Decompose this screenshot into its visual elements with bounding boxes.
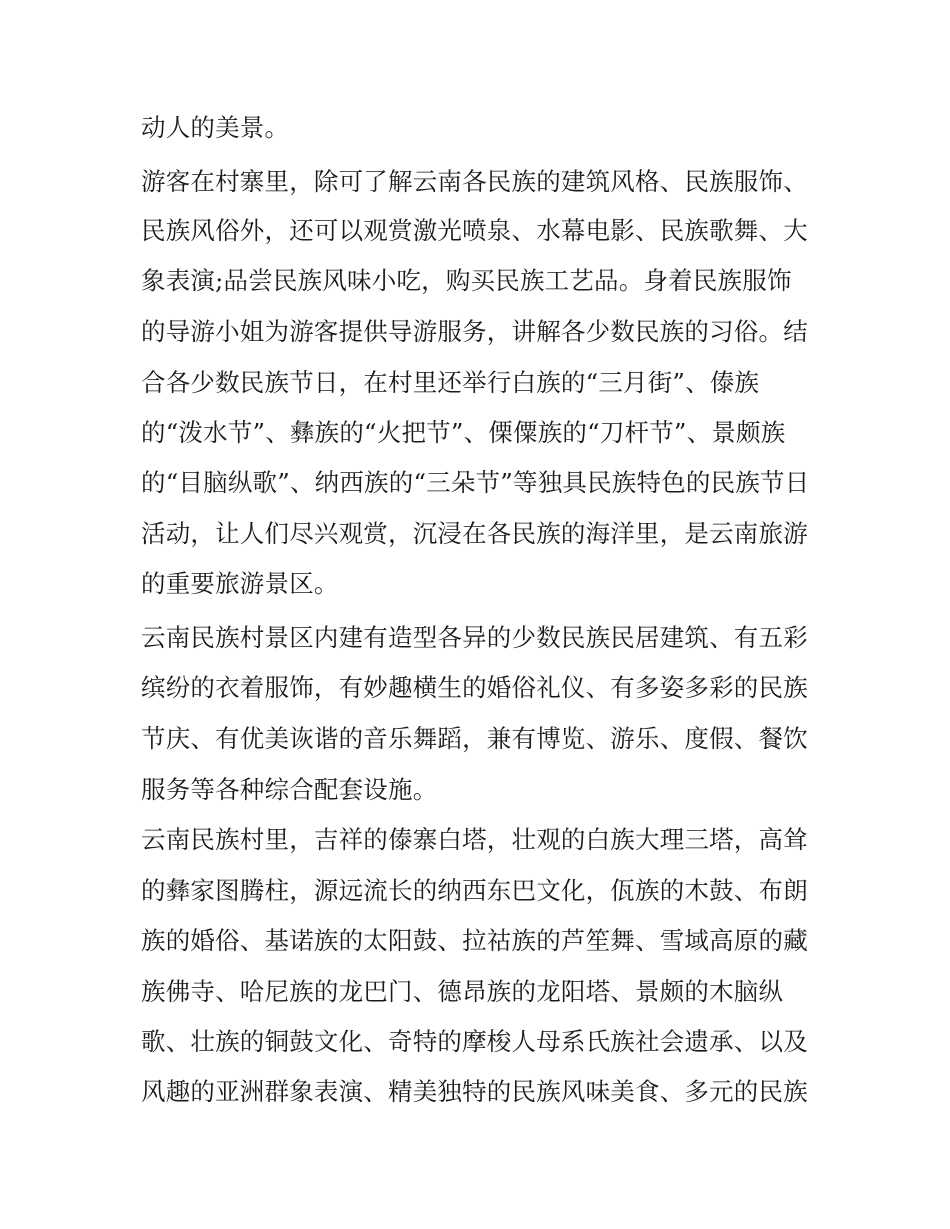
text-line: 歌、壮族的铜鼓文化、奇特的摩梭人母系氏族社会遗承、以及 (141, 1027, 808, 1056)
text-line: 云南民族村景区内建有造型各异的少数民族民居建筑、有五彩 (141, 623, 808, 652)
text-line: 象表演;品尝民族风味小吃，购买民族工艺品。身着民族服饰 (141, 266, 792, 295)
text-line: 动人的美景。 (141, 113, 290, 142)
text-line: 节庆、有优美诙谐的音乐舞蹈，兼有博览、游乐、度假、餐饮 (141, 724, 808, 753)
text-line: 的“目脑纵歌”、纳西族的“三朵节”等独具民族特色的民族节日 (141, 468, 810, 497)
text-line: 族佛寺、哈尼族的龙巴门、德昂族的龙阳塔、景颇的木脑纵 (141, 977, 784, 1006)
text-line: 风趣的亚洲群象表演、精美独特的民族风味美食、多元的民族 (141, 1077, 808, 1106)
text-line: 的导游小姐为游客提供导游服务，讲解各少数民族的习俗。结 (141, 317, 808, 346)
text-line: 的“泼水节”、彝族的“火把节”、傈僳族的“刀杆节”、景颇族 (141, 418, 786, 447)
text-line: 合各少数民族节日，在村里还举行白族的“三月街”、傣族 (141, 368, 760, 397)
text-line: 游客在村寨里，除可了解云南各民族的建筑风格、民族服饰、 (141, 167, 808, 196)
text-line: 服务等各种综合配套设施。 (141, 775, 438, 804)
text-line: 民族风俗外，还可以观赏激光喷泉、水幕电影、民族歌舞、大 (141, 216, 808, 245)
text-line: 云南民族村里，吉祥的傣寨白塔，壮观的白族大理三塔，高耸 (141, 825, 808, 854)
text-line: 缤纷的衣着服饰，有妙趣横生的婚俗礼仪、有多姿多彩的民族 (141, 673, 808, 702)
text-line: 的重要旅游景区。 (141, 569, 339, 598)
text-line: 活动，让人们尽兴观赏，沉浸在各民族的海洋里，是云南旅游 (141, 519, 808, 548)
text-line: 的彝家图腾柱，源远流长的纳西东巴文化，佤族的木鼓、布朗 (141, 876, 808, 905)
text-line: 族的婚俗、基诺族的太阳鼓、拉祜族的芦笙舞、雪域高原的藏 (141, 926, 808, 955)
